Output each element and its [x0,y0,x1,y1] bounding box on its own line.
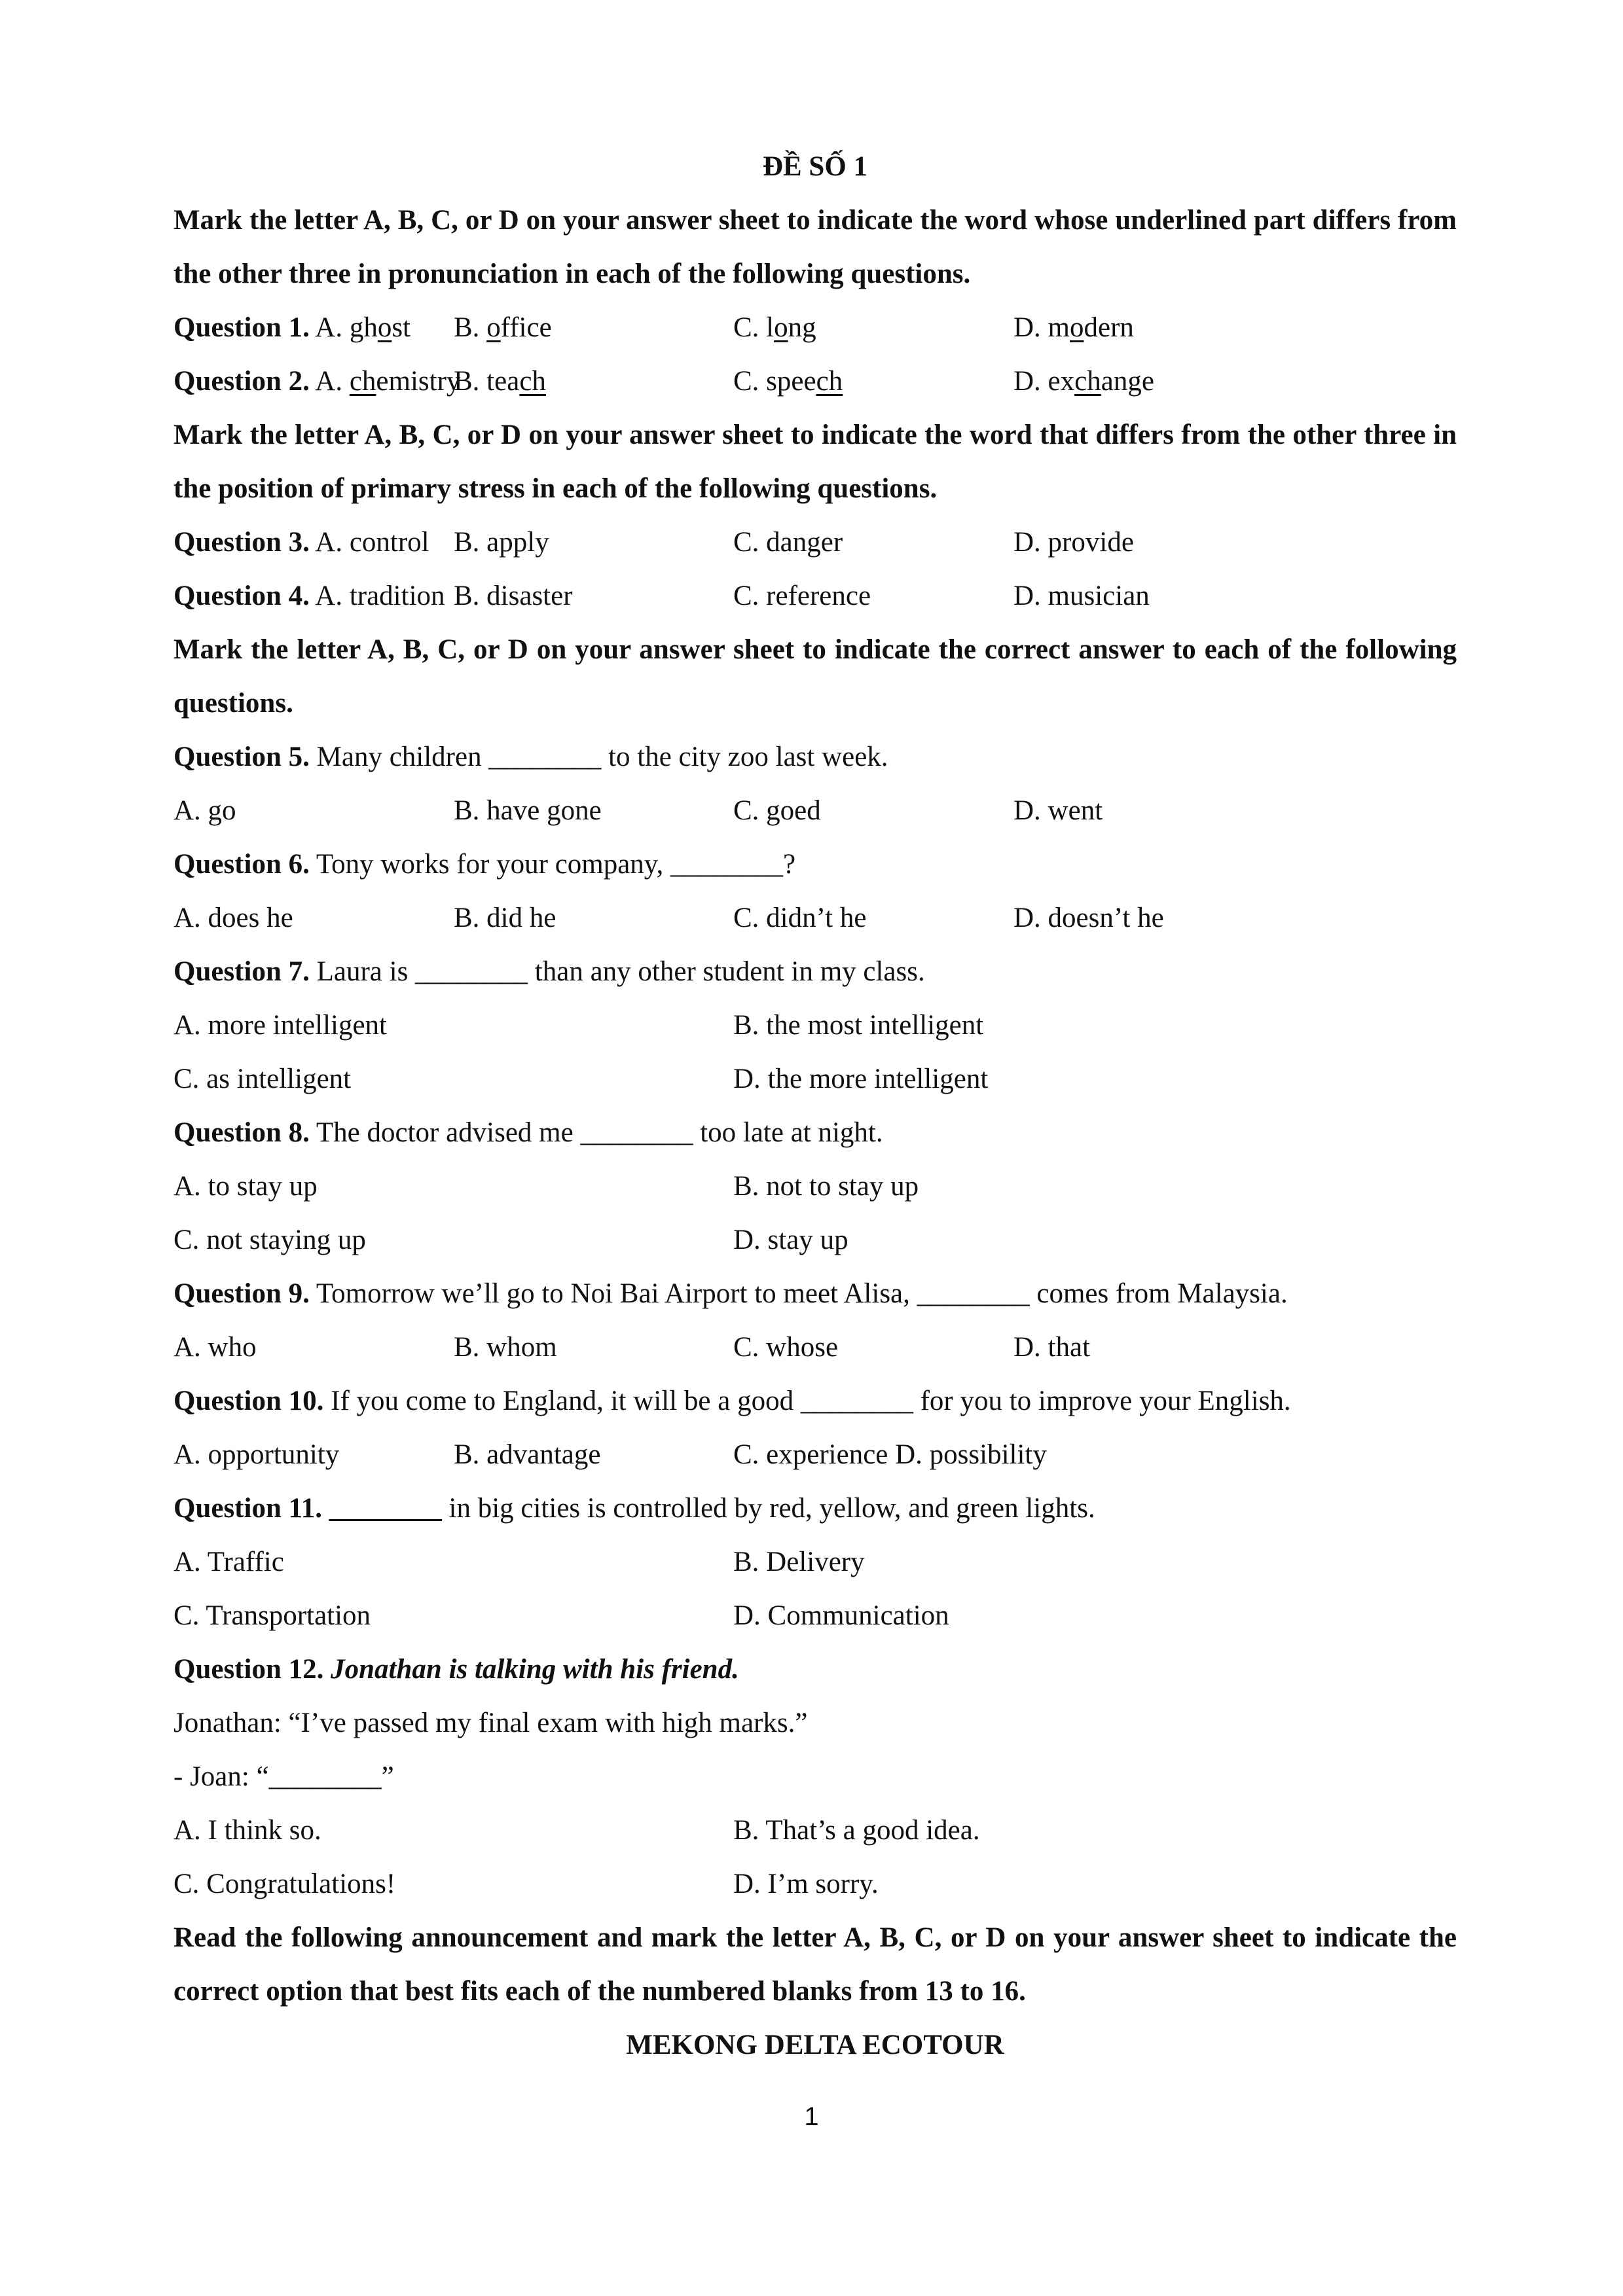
option-a[interactable]: A. who [173,1332,257,1363]
instruction-stress [173,408,1457,516]
question-7 [173,945,1457,999]
question-label: Question 12. [173,1654,324,1685]
options-6 [173,891,1457,945]
option-b[interactable]: B. have gone [454,795,602,826]
instruction-text: Mark the letter A, B, C, or D on your answer sheet to indicate the word that differs from the other three in the position of primary stress in each of the following questions. [173,420,1457,504]
question-11 [173,1482,1457,1535]
question-label: Question 11. [173,1493,322,1524]
question-6 [173,838,1457,891]
dialogue-line-2: - Joan: “________” [173,1761,394,1792]
option-d[interactable]: D. I’m sorry. [733,1869,879,1899]
option-b[interactable]: B. whom [454,1332,557,1363]
question-9 [173,1267,1457,1321]
option-d[interactable]: D. that [1013,1332,1091,1363]
page-number: 1 [804,2102,819,2131]
question-label: Question 8. [173,1117,310,1148]
options-5 [173,784,1457,838]
option-c[interactable]: C. experience D. possibility [733,1439,1047,1470]
question-text: Laura is ________ than any other student in my class. [316,956,925,987]
option-c[interactable]: C. danger [733,527,843,558]
question-text: in big cities is controlled by red, yellow, and green lights. [448,1493,1095,1524]
option-b[interactable]: B. the most intelligent [733,1010,984,1041]
option-b[interactable]: B. That’s a good idea. [733,1815,980,1846]
instruction-correct [173,623,1457,730]
option-a[interactable]: A. I think so. [173,1815,321,1846]
options-11-row1 [173,1535,1457,1589]
option-a[interactable]: A. Traffic [173,1547,284,1577]
question-label: Question 9. [173,1278,310,1309]
question-4 [173,569,1457,623]
option-d[interactable]: D. stay up [733,1225,848,1255]
question-10 [173,1374,1457,1428]
option-c[interactable]: C. Transportation [173,1600,371,1631]
option-c[interactable]: C. Congratulations! [173,1869,396,1899]
question-blank: ________ [329,1493,442,1524]
option-d[interactable]: D. exchange [1013,366,1154,397]
question-text: Tomorrow we’ll go to Noi Bai Airport to meet Alisa, ________ comes from Malaysia. [316,1278,1288,1309]
option-d[interactable]: D. Communication [733,1600,949,1631]
option-a[interactable]: A. opportunity [173,1439,340,1470]
exam-title: ĐỀ SỐ 1 [762,151,868,182]
question-label: Question 7. [173,956,310,987]
options-12-row2 [173,1857,1457,1911]
option-c[interactable]: C. didn’t he [733,903,867,933]
question-8 [173,1106,1457,1160]
option-b[interactable]: B. did he [454,903,556,933]
option-d[interactable]: D. went [1013,795,1103,826]
question-text: The doctor advised me ________ too late at night. [316,1117,883,1148]
options-10 [173,1428,1457,1482]
question-5 [173,730,1457,784]
question-label: Question 6. [173,849,310,880]
option-b[interactable]: B. not to stay up [733,1171,919,1202]
option-a[interactable]: A. tradition [315,581,445,611]
question-label: Question 10. [173,1386,324,1416]
option-d[interactable]: D. the more intelligent [733,1064,989,1094]
option-c[interactable]: C. speech [733,366,843,397]
option-d[interactable]: D. doesn’t he [1013,903,1164,933]
question-3 [173,516,1457,569]
question-label: Question 3. [173,527,310,558]
question-label: Question 1. [173,312,310,343]
question-1 [173,301,1457,355]
option-d[interactable]: D. possibility [895,1439,1047,1470]
option-b[interactable]: B. advantage [454,1439,601,1470]
instruction-text: Mark the letter A, B, C, or D on your answer sheet to indicate the word whose underlined part differs from the other three in pronunciation in each of the following questions. [173,205,1457,289]
options-7-row1 [173,999,1457,1052]
option-a[interactable]: A. control [315,527,429,558]
option-b[interactable]: B. Delivery [733,1547,865,1577]
question-label: Question 5. [173,742,310,772]
option-c[interactable]: C. whose [733,1332,839,1363]
instruction-text: Read the following announcement and mark the letter A, B, C, or D on your answer sheet to indicate the correct option that best fits each of the numbered blanks from 13 to 16. [173,1922,1457,2007]
question-text: Many children ________ to the city zoo last week. [316,742,888,772]
exam-page [173,140,1457,2072]
option-a[interactable]: A. to stay up [173,1171,318,1202]
question-2 [173,355,1457,408]
reading-title: MEKONG DELTA ECOTOUR [626,2030,1004,2060]
question-text: Tony works for your company, ________? [316,849,796,880]
option-c[interactable]: C. goed [733,795,821,826]
instruction-text: Mark the letter A, B, C, or D on your answer sheet to indicate the correct answer to each of the following questions. [173,634,1457,719]
question-12 [173,1643,1457,1696]
option-d[interactable]: D. modern [1013,312,1134,343]
option-a[interactable]: A. go [173,795,236,826]
option-d[interactable]: D. provide [1013,527,1134,558]
option-d[interactable]: D. musician [1013,581,1150,611]
option-c[interactable]: C. reference [733,581,871,611]
option-b[interactable]: B. disaster [454,581,573,611]
options-7-row2 [173,1052,1457,1106]
option-b[interactable]: B. teach [454,366,546,397]
options-8-row1 [173,1160,1457,1213]
options-12-row1 [173,1804,1457,1857]
option-b[interactable]: B. office [454,312,552,343]
option-a[interactable]: A. does he [173,903,293,933]
option-c[interactable]: C. as intelligent [173,1064,352,1094]
instruction-pronunciation [173,194,1457,301]
option-a[interactable]: A. ghost [315,312,411,343]
options-9 [173,1321,1457,1374]
question-label: Question 2. [173,366,310,397]
option-a[interactable]: A. more intelligent [173,1010,388,1041]
option-c[interactable]: C. long [733,312,816,343]
question-situation: Jonathan is talking with his friend. [331,1654,739,1685]
question-text: If you come to England, it will be a good ________ for you to improve your English. [331,1386,1291,1416]
option-c[interactable]: C. not staying up [173,1225,366,1255]
option-b[interactable]: B. apply [454,527,549,558]
options-11-row2 [173,1589,1457,1643]
dialogue-line-1: Jonathan: “I’ve passed my final exam with high marks.” [173,1708,808,1738]
instruction-reading [173,1911,1457,2018]
question-label: Question 4. [173,581,310,611]
option-a[interactable]: A. chemistry [315,366,461,397]
options-8-row2 [173,1213,1457,1267]
